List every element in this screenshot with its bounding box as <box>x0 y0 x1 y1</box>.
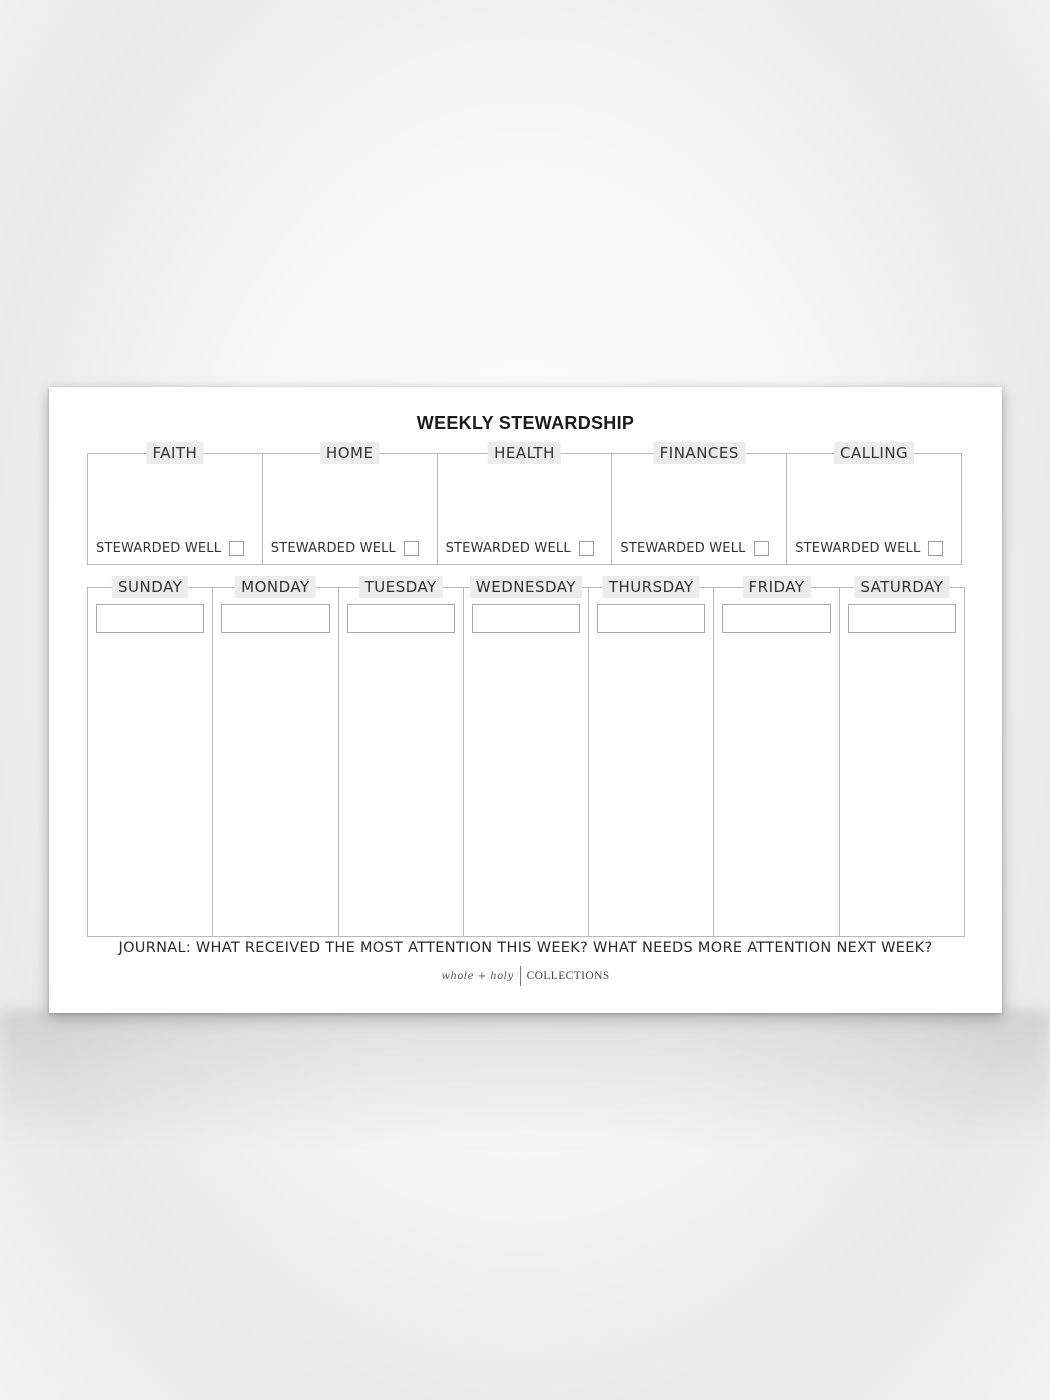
journal-prompt: JOURNAL: WHAT RECEIVED THE MOST ATTENTION THIS WEEK? WHAT NEEDS MORE ATTENTION NEXT WEEK? <box>118 940 933 956</box>
day-column-monday <box>212 578 337 936</box>
category-label: HOME <box>320 442 380 464</box>
day-label: MONDAY <box>235 576 316 598</box>
stewarded-checkbox[interactable] <box>754 541 769 556</box>
day-label: THURSDAY <box>603 576 700 598</box>
category-label: FINANCES <box>654 442 745 464</box>
category-row <box>87 444 962 565</box>
planner-title: WEEKLY STEWARDSHIP <box>416 413 635 433</box>
day-label: SUNDAY <box>112 576 188 598</box>
stewarded-well <box>446 541 594 556</box>
date-box[interactable] <box>848 604 956 633</box>
date-box[interactable] <box>96 604 204 633</box>
date-box[interactable] <box>472 604 580 633</box>
day-label: FRIDAY <box>743 576 811 598</box>
stewarded-label: STEWARDED WELL <box>445 541 571 556</box>
stewarded-well <box>620 541 768 556</box>
day-column-saturday <box>839 578 964 936</box>
day-column-thursday <box>588 578 713 936</box>
day-column-sunday <box>88 578 212 936</box>
stewarded-well <box>795 541 943 556</box>
category-faith <box>88 444 262 564</box>
date-box[interactable] <box>722 604 830 633</box>
category-label: FAITH <box>146 442 203 464</box>
brand-logo <box>49 966 1002 986</box>
day-label: SATURDAY <box>854 576 949 598</box>
date-box[interactable] <box>347 604 455 633</box>
stewarded-label: STEWARDED WELL <box>620 541 746 556</box>
brand-script: whole + holy <box>441 970 514 982</box>
stewarded-checkbox[interactable] <box>229 541 244 556</box>
brand-name: COLLECTIONS <box>526 970 610 982</box>
stewarded-checkbox[interactable] <box>404 541 419 556</box>
day-column-friday <box>713 578 838 936</box>
stewarded-label: STEWARDED WELL <box>270 541 396 556</box>
stewarded-label: STEWARDED WELL <box>795 541 921 556</box>
day-column-wednesday <box>463 578 588 936</box>
category-label: CALLING <box>834 442 914 464</box>
planner-sheet <box>49 387 1002 1013</box>
day-label: TUESDAY <box>359 576 443 598</box>
day-row <box>87 578 965 937</box>
date-box[interactable] <box>597 604 705 633</box>
category-finances <box>611 444 786 564</box>
stewarded-checkbox[interactable] <box>579 541 594 556</box>
category-home <box>262 444 437 564</box>
stewarded-checkbox[interactable] <box>928 541 943 556</box>
stewarded-label: STEWARDED WELL <box>96 541 222 556</box>
day-label: WEDNESDAY <box>470 576 582 598</box>
stewarded-well <box>271 541 419 556</box>
category-calling <box>786 444 961 564</box>
floor-shadow <box>0 1010 1050 1150</box>
day-column-tuesday <box>338 578 463 936</box>
date-box[interactable] <box>221 604 329 633</box>
category-health <box>437 444 612 564</box>
category-label: HEALTH <box>488 442 561 464</box>
stewarded-well <box>96 541 244 556</box>
